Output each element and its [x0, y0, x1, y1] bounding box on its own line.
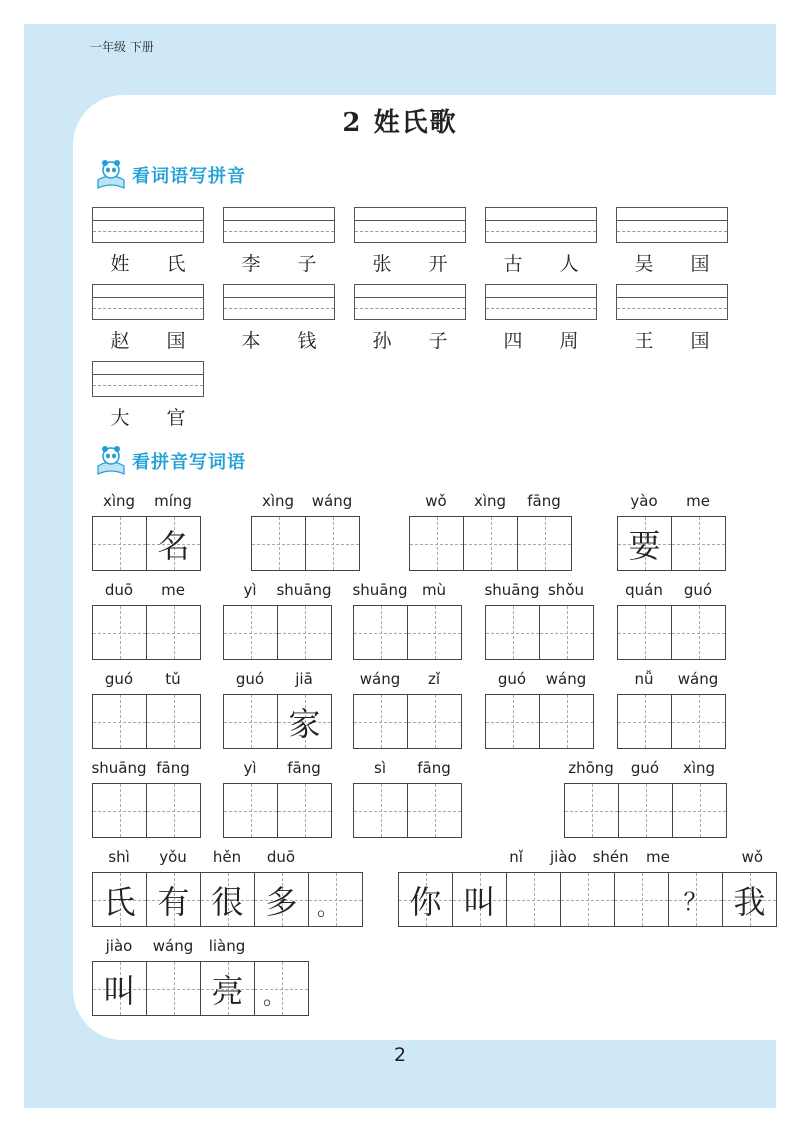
- pinyin-label: jiā: [295, 670, 313, 688]
- pinyin-label: hěn: [212, 848, 242, 866]
- given-character: 。: [263, 985, 286, 1010]
- pinyin-label: duō: [266, 848, 296, 866]
- pinyin-label: nǚ: [634, 670, 654, 688]
- character-cell[interactable]: [485, 694, 540, 749]
- word-item: [92, 403, 204, 430]
- pinyin-answer-box[interactable]: [92, 207, 204, 243]
- character-cell[interactable]: [618, 783, 673, 838]
- word-char: 国: [690, 253, 710, 275]
- word-item: [354, 326, 466, 353]
- pinyin-label: liàng: [208, 937, 246, 955]
- character-cell[interactable]: [407, 694, 462, 749]
- pinyin-label: xìng: [473, 492, 507, 510]
- pinyin-label: me: [686, 492, 710, 510]
- lesson-title: 2 姓氏歌: [342, 108, 458, 138]
- character-cell[interactable]: [452, 872, 507, 927]
- character-cell[interactable]: [305, 516, 360, 571]
- grade-label: 一年级 下册: [90, 40, 154, 54]
- pinyin-label: yì: [243, 759, 257, 777]
- character-cell[interactable]: [617, 694, 672, 749]
- character-grid: [92, 605, 201, 660]
- character-grid: [223, 783, 332, 838]
- pinyin-label: me: [161, 581, 185, 599]
- given-character: 亮: [211, 971, 244, 1010]
- character-cell[interactable]: [277, 783, 332, 838]
- word-char: 国: [690, 330, 710, 352]
- character-cell[interactable]: [146, 605, 201, 660]
- pinyin-label: shuāng: [352, 581, 408, 599]
- word-item: [616, 326, 728, 353]
- pinyin-answer-box[interactable]: [354, 207, 466, 243]
- character-grid: [223, 605, 332, 660]
- pinyin-answer-box[interactable]: [616, 284, 728, 320]
- character-cell[interactable]: [671, 694, 726, 749]
- pinyin-answer-box[interactable]: [92, 361, 204, 397]
- character-grid: [92, 783, 201, 838]
- character-cell[interactable]: [671, 516, 726, 571]
- character-cell[interactable]: [485, 605, 540, 660]
- pinyin-label: shì: [108, 848, 130, 866]
- given-character: 。: [317, 896, 340, 921]
- character-cell[interactable]: [671, 605, 726, 660]
- character-grid: [353, 694, 462, 749]
- word-char: 姓: [110, 253, 130, 275]
- pinyin-label: mù: [421, 581, 447, 599]
- pinyin-label: duō: [104, 581, 134, 599]
- character-cell[interactable]: [146, 516, 201, 571]
- given-character: ？: [683, 888, 708, 916]
- given-character: 要: [628, 526, 661, 565]
- character-grid: [251, 516, 360, 571]
- character-cell[interactable]: [200, 961, 255, 1016]
- pinyin-label: wáng: [545, 670, 587, 688]
- character-cell[interactable]: [223, 694, 278, 749]
- section1-heading-text: 看词语写拼音: [132, 166, 246, 187]
- character-cell[interactable]: [92, 694, 147, 749]
- word-char: 吴: [634, 253, 654, 275]
- pinyin-label: wǒ: [425, 492, 447, 510]
- panda-reading-icon: [92, 158, 130, 192]
- pinyin-label: yào: [630, 492, 658, 510]
- pinyin-label: xìng: [102, 492, 136, 510]
- panda-reading-icon: [92, 444, 130, 478]
- character-cell[interactable]: [146, 783, 201, 838]
- character-cell[interactable]: [353, 605, 408, 660]
- character-cell[interactable]: [517, 516, 572, 571]
- pinyin-label: shǒu: [547, 581, 585, 599]
- pinyin-label: guó: [104, 670, 134, 688]
- character-cell[interactable]: [353, 694, 408, 749]
- section2-heading-text: 看拼音写词语: [132, 452, 246, 473]
- character-cell[interactable]: [409, 516, 464, 571]
- word-item: [92, 249, 204, 276]
- pinyin-label: zǐ: [427, 670, 441, 688]
- character-grid: [92, 694, 201, 749]
- pinyin-label: fāng: [287, 759, 321, 777]
- character-cell[interactable]: [254, 961, 309, 1016]
- given-character: 你: [409, 882, 442, 921]
- pinyin-label: wáng: [359, 670, 401, 688]
- character-cell[interactable]: [146, 872, 201, 927]
- character-cell[interactable]: [539, 605, 594, 660]
- character-cell[interactable]: [92, 516, 147, 571]
- word-char: 国: [166, 330, 186, 352]
- pinyin-label: shuāng: [276, 581, 332, 599]
- character-cell[interactable]: [614, 872, 669, 927]
- word-char: 李: [241, 253, 261, 275]
- character-cell[interactable]: [672, 783, 727, 838]
- word-item: [223, 326, 335, 353]
- word-char: 开: [428, 253, 448, 275]
- given-character: 有: [157, 882, 190, 921]
- character-grid: [92, 872, 363, 927]
- section2-heading: [92, 444, 246, 478]
- word-char: 氏: [166, 253, 186, 275]
- character-cell[interactable]: [668, 872, 723, 927]
- pinyin-label: fāng: [417, 759, 451, 777]
- pinyin-label: wáng: [677, 670, 719, 688]
- character-cell[interactable]: [506, 872, 561, 927]
- character-cell[interactable]: [146, 694, 201, 749]
- word-char: 钱: [297, 330, 317, 352]
- character-cell[interactable]: [407, 783, 462, 838]
- character-grid: [409, 516, 572, 571]
- pinyin-label: quán: [625, 581, 663, 599]
- pinyin-label: guó: [683, 581, 713, 599]
- pinyin-label: wǒ: [741, 848, 764, 866]
- given-character: 叫: [463, 882, 496, 921]
- character-grid: [398, 872, 777, 927]
- word-char: 周: [559, 330, 579, 352]
- word-char: 大: [110, 407, 130, 429]
- word-item: [485, 249, 597, 276]
- character-grid: [92, 516, 201, 571]
- character-grid: [617, 516, 726, 571]
- pinyin-answer-box[interactable]: [485, 284, 597, 320]
- pinyin-label: shuāng: [484, 581, 540, 599]
- character-cell[interactable]: [92, 961, 147, 1016]
- given-character: 家: [288, 704, 321, 743]
- word-char: 赵: [110, 330, 130, 352]
- word-char: 张: [372, 253, 392, 275]
- character-cell[interactable]: [223, 783, 278, 838]
- character-cell[interactable]: [277, 605, 332, 660]
- pinyin-label: shuāng: [91, 759, 147, 777]
- character-cell[interactable]: [146, 961, 201, 1016]
- pinyin-label: tǔ: [165, 670, 181, 688]
- character-grid: [353, 783, 462, 838]
- character-cell[interactable]: [92, 783, 147, 838]
- pinyin-label: jiào: [550, 848, 577, 866]
- word-char: 王: [634, 330, 654, 352]
- word-char: 孙: [372, 330, 392, 352]
- pinyin-answer-box[interactable]: [92, 284, 204, 320]
- pinyin-label: me: [645, 848, 670, 866]
- given-character: 名: [157, 526, 190, 565]
- pinyin-label: wáng: [311, 492, 353, 510]
- character-cell[interactable]: [200, 872, 255, 927]
- character-cell[interactable]: [617, 516, 672, 571]
- word-item: [354, 249, 466, 276]
- character-cell[interactable]: [223, 605, 278, 660]
- character-cell[interactable]: [560, 872, 615, 927]
- word-item: [616, 249, 728, 276]
- page-number: 2: [393, 1044, 407, 1066]
- given-character: 多: [265, 882, 298, 921]
- character-cell[interactable]: [92, 872, 147, 927]
- pinyin-answer-box[interactable]: [223, 284, 335, 320]
- character-grid: [617, 694, 726, 749]
- word-item: [92, 326, 204, 353]
- character-grid: [485, 605, 594, 660]
- character-cell[interactable]: [407, 605, 462, 660]
- pinyin-label: guó: [630, 759, 660, 777]
- pinyin-label: guó: [235, 670, 265, 688]
- pinyin-label: fāng: [527, 492, 561, 510]
- pinyin-label: nǐ: [509, 848, 523, 866]
- character-cell[interactable]: [463, 516, 518, 571]
- word-char: 人: [559, 253, 579, 275]
- given-character: 叫: [103, 971, 136, 1010]
- pinyin-label: fāng: [156, 759, 190, 777]
- character-grid: [617, 605, 726, 660]
- pinyin-answer-box[interactable]: [485, 207, 597, 243]
- character-grid: [92, 961, 309, 1016]
- character-grid: [353, 605, 462, 660]
- pinyin-label: xìng: [682, 759, 716, 777]
- character-cell[interactable]: [617, 605, 672, 660]
- character-cell[interactable]: [722, 872, 777, 927]
- character-cell[interactable]: [254, 872, 309, 927]
- character-grid: [564, 783, 727, 838]
- word-char: 本: [241, 330, 261, 352]
- word-item: [485, 326, 597, 353]
- pinyin-answer-box[interactable]: [223, 207, 335, 243]
- pinyin-label: xìng: [261, 492, 295, 510]
- given-character: 氏: [103, 882, 136, 921]
- character-cell[interactable]: [277, 694, 332, 749]
- given-character: 很: [211, 882, 244, 921]
- word-char: 子: [428, 330, 448, 352]
- pinyin-label: yì: [243, 581, 257, 599]
- character-cell[interactable]: [353, 783, 408, 838]
- character-cell[interactable]: [308, 872, 363, 927]
- given-character: 我: [733, 882, 766, 921]
- word-char: 子: [297, 253, 317, 275]
- character-grid: [485, 694, 594, 749]
- pinyin-label: guó: [497, 670, 527, 688]
- character-cell[interactable]: [564, 783, 619, 838]
- word-char: 古: [503, 253, 523, 275]
- pinyin-label: sì: [374, 759, 386, 777]
- word-char: 官: [166, 407, 186, 429]
- pinyin-label: yǒu: [159, 848, 187, 866]
- character-cell[interactable]: [92, 605, 147, 660]
- pinyin-answer-box[interactable]: [354, 284, 466, 320]
- character-grid: [223, 694, 332, 749]
- pinyin-label: míng: [154, 492, 192, 510]
- character-cell[interactable]: [398, 872, 453, 927]
- word-item: [223, 249, 335, 276]
- word-char: 四: [503, 330, 523, 352]
- pinyin-answer-box[interactable]: [616, 207, 728, 243]
- pinyin-label: zhōng: [568, 759, 614, 777]
- character-cell[interactable]: [251, 516, 306, 571]
- pinyin-label: jiào: [105, 937, 133, 955]
- character-cell[interactable]: [539, 694, 594, 749]
- pinyin-label: wáng: [152, 937, 194, 955]
- section1-heading: [92, 158, 246, 192]
- pinyin-label: shén: [592, 848, 629, 866]
